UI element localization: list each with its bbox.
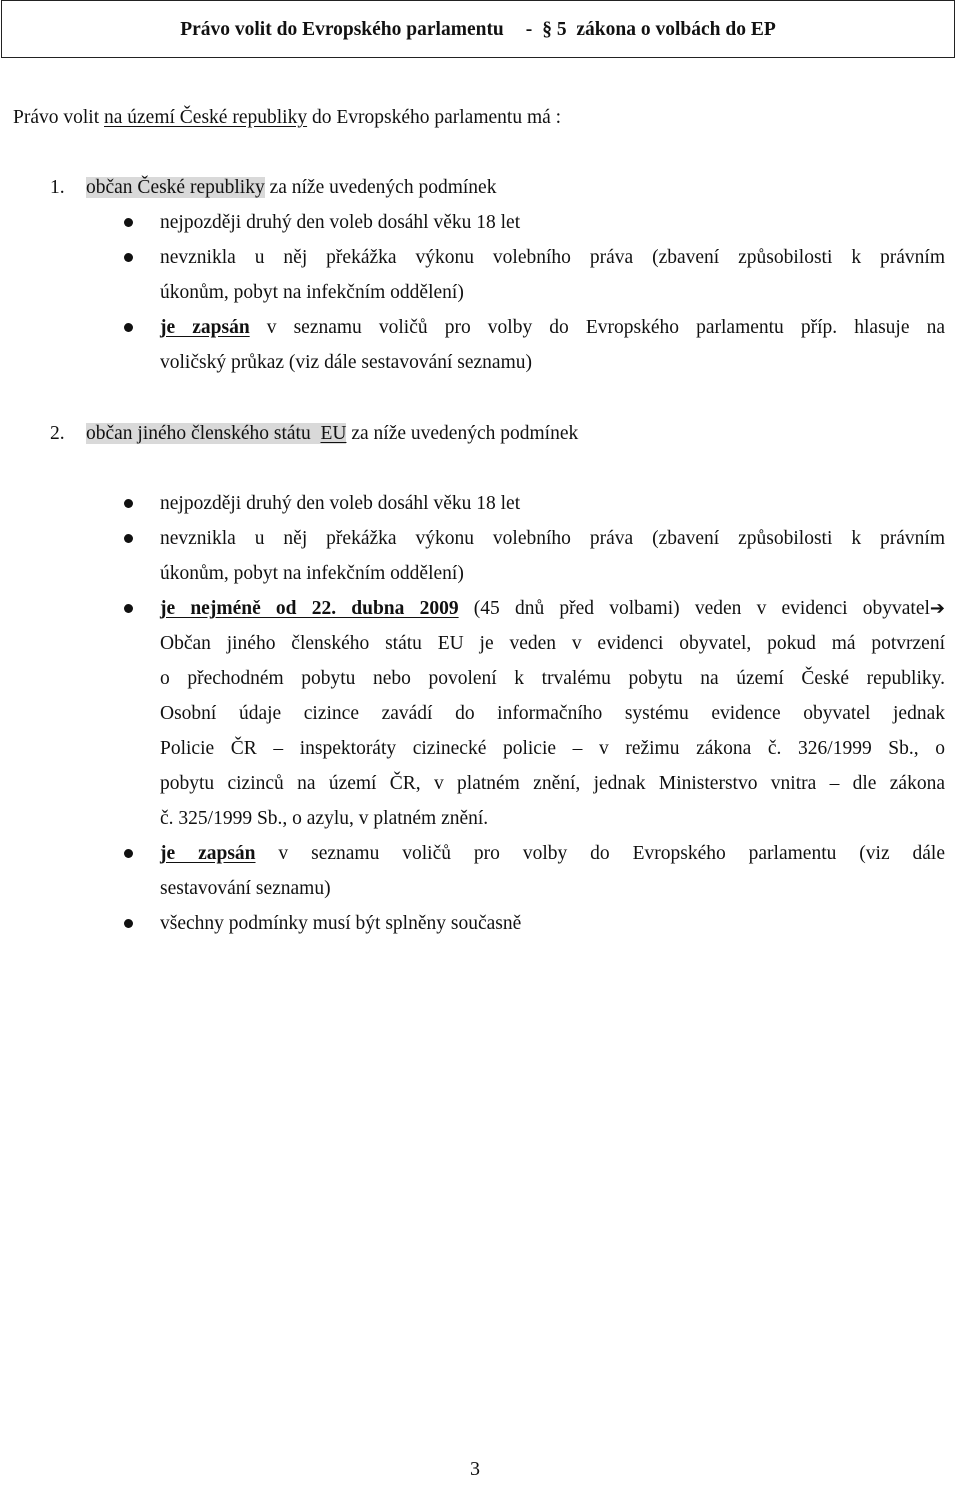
list-item-continuation (0, 556, 945, 591)
list-item-continuation (0, 871, 945, 906)
condition-age: nejpozději druhý den voleb dosáhl věku 18 let (160, 493, 521, 514)
condition-registered-line2: sestavování seznamu) (160, 878, 331, 899)
list-item-continuation (0, 801, 945, 836)
condition-obstacle-line2: úkonům, pobyt na infekčním oddělení) (160, 282, 464, 303)
evidence-line4: Policie ČR – inspektoráty cizinecké policie – v režimu zákona č. 326/1999 Sb., o (160, 738, 945, 759)
condition-obstacle-line2: úkonům, pobyt na infekčním oddělení) (160, 563, 464, 584)
section2-number: 2. (50, 423, 65, 444)
section2-highlight-text: občan jiného členského státu (86, 423, 311, 444)
list-item-continuation (0, 766, 945, 801)
condition-registered-line1: v seznamu voličů pro volby do Evropského parlamentu příp. hlasuje na (249, 317, 945, 338)
condition-registered-line1: v seznamu voličů pro volby do Evropského parlamentu (viz dále (255, 843, 945, 864)
condition-obstacle-line1: nevznikla u něj překážka výkonu volebního práva (zbavení způsobilosti k právním (160, 247, 945, 268)
list-item-continuation (0, 661, 945, 696)
section1-highlight: občan České republiky (86, 177, 265, 198)
evidence-line3: Osobní údaje cizince zavádí do informačního systému evidence obyvatel jednak (160, 703, 945, 724)
page-title: Právo volit do Evropského parlamentu (180, 18, 504, 40)
condition-all-required: všechny podmínky musí být splněny současně (160, 913, 522, 934)
section2-heading (86, 416, 578, 451)
section2-highlight (86, 423, 346, 444)
condition-obstacle-line1: nevznikla u něj překážka výkonu volebního práva (zbavení způsobilosti k právním (160, 528, 945, 549)
evidence-line1: Občan jiného členského státu EU je veden v evidenci obyvatel, pokud má potvrzení (160, 633, 945, 654)
section1-conditions-list (0, 205, 945, 380)
section1-number: 1. (50, 177, 65, 198)
condition-age: nejpozději druhý den voleb dosáhl věku 18 let (160, 212, 521, 233)
evidence-line5: pobytu cizinců na území ČR, v platném znění, jednak Ministerstvo vnitra – dle zákona (160, 773, 945, 794)
title-law-reference: 5 zákona o volbách do EP (552, 18, 776, 40)
list-item (0, 836, 945, 871)
title-dash: - (525, 18, 533, 40)
list-item-continuation (0, 345, 945, 380)
list-item (0, 240, 945, 275)
section1-heading (86, 170, 496, 205)
condition-deadline-bold: je nejméně od 22. dubna 2009 (160, 598, 459, 619)
intro-text-after: do Evropského parlamentu má : (307, 107, 562, 128)
evidence-line2: o přechodném pobytu nebo povolení k trvalému pobytu na území České republiky. (160, 668, 945, 689)
arrow-right-icon: ➔ (929, 598, 945, 619)
section-sign: § (542, 18, 553, 40)
section2-highlight-eu: EU (320, 423, 347, 444)
list-item-continuation (0, 696, 945, 731)
intro-paragraph (13, 100, 561, 135)
section1-rest: za níže uvedených podmínek (264, 177, 497, 198)
list-item (0, 591, 945, 626)
list-item (0, 310, 945, 345)
list-item (0, 906, 945, 941)
condition-deadline-text: (45 dnů před volbami) veden v evidenci obyvatel (458, 598, 930, 619)
section2-rest: za níže uvedených podmínek (346, 423, 579, 444)
list-item (0, 521, 945, 556)
list-item-continuation (0, 731, 945, 766)
condition-registered-bold: je zapsán (160, 843, 256, 864)
page-number: 3 (470, 1458, 480, 1480)
intro-text-before: Právo volit (13, 107, 104, 128)
list-item (0, 486, 945, 521)
condition-registered-line2: voličský průkaz (viz dále sestavování seznamu) (160, 352, 532, 373)
list-item-continuation (0, 626, 945, 661)
list-item-continuation (0, 275, 945, 310)
page-title-box (1, 0, 955, 58)
intro-underlined-text: na území České republiky (104, 107, 308, 128)
evidence-line6: č. 325/1999 Sb., o azylu, v platném znění. (160, 808, 489, 829)
list-item (0, 205, 945, 240)
condition-registered-bold: je zapsán (160, 317, 250, 338)
section2-conditions-list (0, 486, 945, 941)
